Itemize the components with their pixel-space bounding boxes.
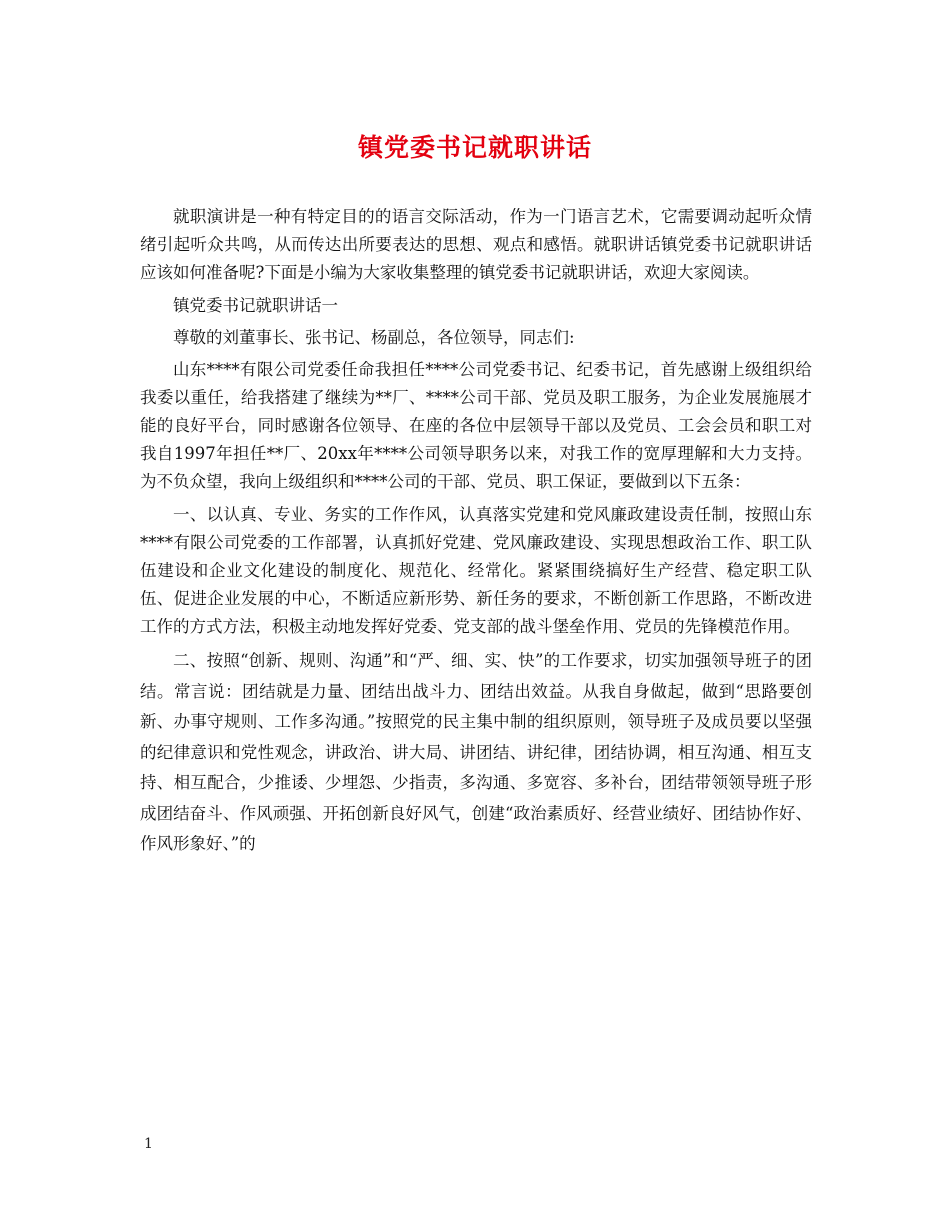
body-paragraph: 二、按照“创新、规则、沟通”和“严、细、实、快”的工作要求，切实加强领导班子的团结。常言说：团结就是力量、团结出战斗力、团结出效益。从我自身做起，做到“思路要创新、办事守规则、工作多沟通。”按照党的民主集中制的组织原则，领导班子及成员要以坚强的纪律意识和党性观念，讲政治、讲大局、讲团结、讲纪律，团结协调，相互沟通、相互支持、相互配合，少推诿、少埋怨、少指责，多沟通、多宽容、多补台，团结带领领导班子形成团结奋斗、作风顽强、开拓创新良好风气，创建“政治素质好、经营业绩好、团结协作好、作风形象好、”的 bbox=[140, 651, 812, 853]
body-paragraph: 山东****有限公司党委任命我担任****公司党委书记、纪委书记，首先感谢上级组织给我委以重任，给我搭建了继续为**厂、****公司干部、党员及职工服务，为企业发展施展才能的良好平台，同时感谢各位领导、在座的各位中层领导干部以及党员、工会会员和职工对我自1997年担任**厂、20xx年****公司领导职务以来，对我工作的宽厚理解和大力支持。为不负众望，我向上级组织和****公司的干部、党员、职工保证，要做到以下五条： bbox=[140, 360, 812, 491]
page-number: 1 bbox=[144, 1136, 153, 1152]
section-heading: 镇党委书记就职讲话一 bbox=[173, 296, 338, 315]
document-body bbox=[140, 203, 812, 865]
document-title: 镇党委书记就职讲话 bbox=[357, 133, 592, 162]
salutation: 尊敬的刘董事长、张书记、杨副总，各位领导，同志们: bbox=[173, 328, 575, 347]
intro-paragraph: 就职演讲是一种有特定目的的语言交际活动，作为一门语言艺术，它需要调动起听众情绪引起听众共鸣，从而传达出所要表达的思想、观点和感悟。就职讲话镇党委书记就职讲话应该如何准备呢?下面是小编为大家收集整理的镇党委书记就职讲话，欢迎大家阅读。 bbox=[140, 207, 812, 282]
body-paragraph: 一、以认真、专业、务实的工作作风，认真落实党建和党风廉政建设责任制，按照山东****有限公司党委的工作部署，认真抓好党建、党风廉政建设、实现思想政治工作、职工队伍建设和企业文化建设的制度化、规范化、经常化。紧紧围绕搞好生产经营、稳定职工队伍、促进企业发展的中心，不断适应新形势、新任务的要求，不断创新工作思路，不断改进工作的方式方法，积极主动地发挥好党委、党支部的战斗堡垒作用、党员的先锋模范作用。 bbox=[140, 505, 812, 636]
